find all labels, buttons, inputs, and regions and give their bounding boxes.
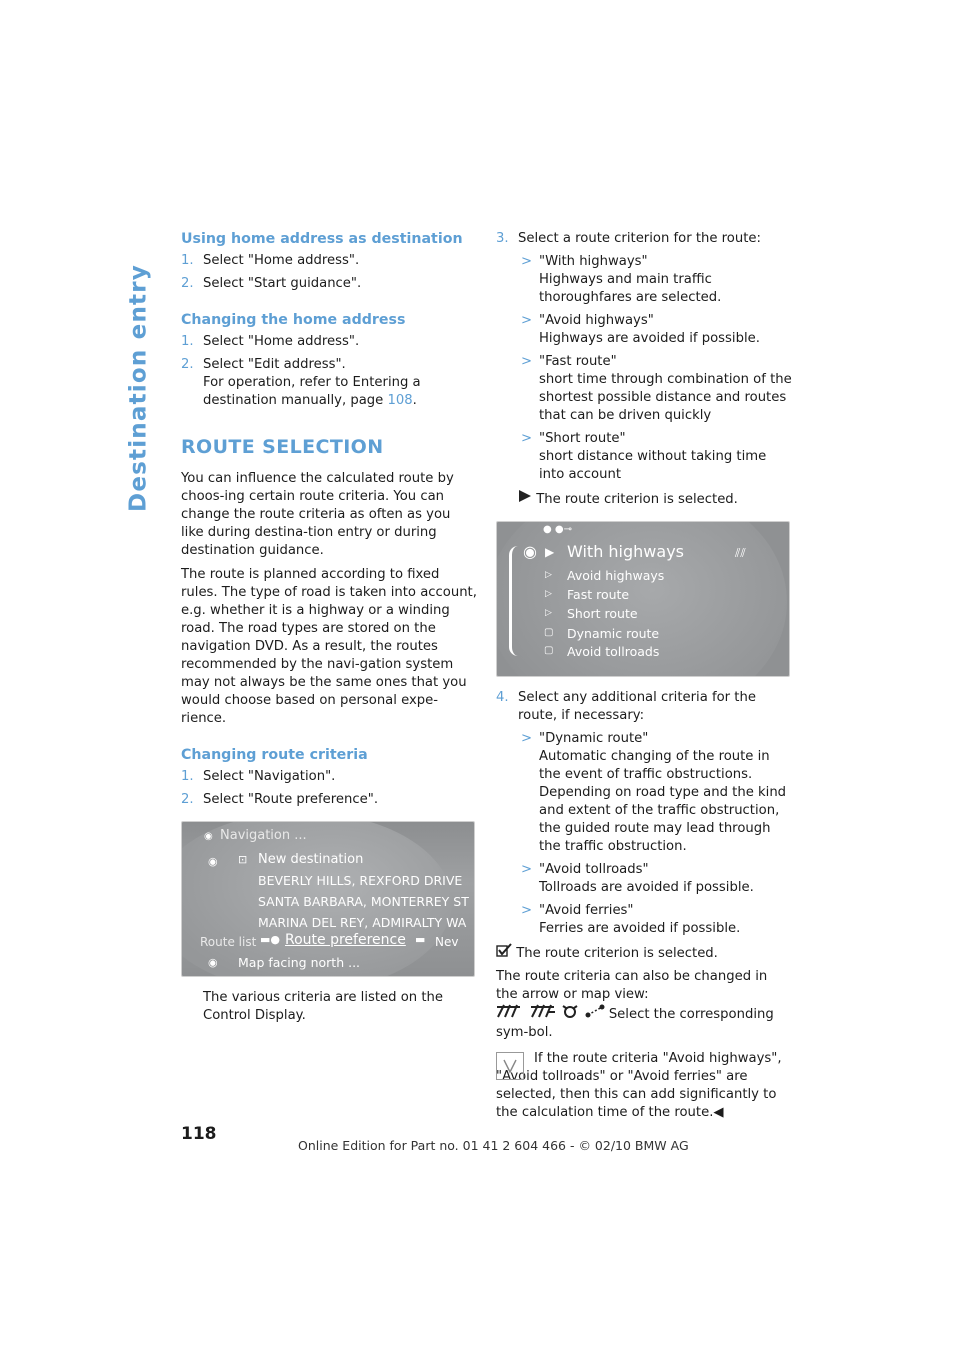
heading-home-destination: Using home address as destination xyxy=(181,231,463,247)
checkbox-icon: ▢ xyxy=(544,627,554,638)
list-item: 3. Select a route criterion for the route: xyxy=(496,231,761,246)
paragraph: You can influence the calculated route by choos-ing certain route criteria. You can change the route criteria as often as you like during destina-tion entry or during destination guidance. xyxy=(181,471,454,558)
play-icon: ▷ xyxy=(545,589,552,599)
left-column xyxy=(181,230,477,1025)
route-icon xyxy=(585,1004,605,1024)
route-icon: ▬● xyxy=(260,933,280,946)
footer-text: Online Edition for Part no. 01 41 2 604 466 - © 02/10 BMW AG xyxy=(298,1138,689,1153)
paragraph: The route is planned according to fixed rules. The type of road is taken into account, e.g. whether it is a highway or a winding road. The road types are stored on the navigation DVD. As a result, the routes recommended by the navi-gation system may not always be the same ones that you would choose based on personal expe-rience. xyxy=(181,567,477,726)
heading-change-home: Changing the home address xyxy=(181,312,406,328)
note-icon xyxy=(496,1052,524,1080)
heading-change-criteria: Changing route criteria xyxy=(181,747,368,763)
list-item: 1. Select "Home address". xyxy=(181,253,360,268)
paragraph: The route criteria can also be changed in the arrow or map view: xyxy=(496,969,768,1002)
menu-item-map-facing: Map facing north ... xyxy=(238,955,361,970)
list-item: 2. Select "Edit address". For operation, refer to Entering a destination manually, page 108. xyxy=(181,357,421,408)
selected-note: The route criterion is selected. xyxy=(496,489,792,509)
address-item: SANTA BARBARA, MONTERREY ST xyxy=(258,894,469,909)
bullet-item: > "Avoid ferries" Ferries are avoided if possible. xyxy=(521,903,741,936)
list-item: 2. Select "Route preference". xyxy=(181,792,379,807)
highway-icon: ⫽⫽ xyxy=(735,546,746,560)
checkbox-checked-icon xyxy=(496,943,512,963)
scroll-arc xyxy=(509,546,518,656)
bullet-item: > "Avoid highways" Highways are avoided if possible. xyxy=(521,313,760,346)
navigation-menu-image xyxy=(181,821,475,977)
dash-icon: ▬ xyxy=(415,933,426,946)
bullet-item: > "Dynamic route" Automatic changing of the route in the event of traffic obstructions. Depending on road type and the kind and extent of the traffic obstruction, the guided route may lead through the traffic obstruction. xyxy=(521,731,787,854)
menu-item-nev: Nev xyxy=(435,935,459,949)
menu-item-new-destination: New destination xyxy=(258,852,364,867)
circle-icon: ◉ xyxy=(208,956,218,969)
address-item: BEVERLY HILLS, REXFORD DRIVE xyxy=(258,873,463,888)
option-item: Fast route xyxy=(567,587,630,602)
bullet-item: > "With highways" Highways and main traffic thoroughfares are selected. xyxy=(521,254,722,305)
address-item: MARINA DEL REY, ADMIRALTY WA xyxy=(258,915,467,930)
highway-icon xyxy=(496,1004,526,1024)
ferry-icon xyxy=(560,1004,580,1024)
page-number: 118 xyxy=(181,1124,217,1144)
arrow-icon xyxy=(518,489,532,509)
menu-item-route-preference: Route preference xyxy=(285,932,406,948)
tollroad-icon xyxy=(530,1004,556,1024)
circle-icon: ◉ xyxy=(208,855,218,868)
route-criteria-image xyxy=(496,521,790,677)
play-icon: ▶ xyxy=(545,545,555,559)
list-item: 1. Select "Navigation". xyxy=(181,769,336,784)
side-title xyxy=(126,228,152,548)
option-item: Avoid highways xyxy=(567,568,665,583)
bullet-item: > "Fast route" short time through combination of the shortest possible distance and routes that can be driven quickly xyxy=(521,354,792,423)
symbols-line: Select the corresponding sym-bol. xyxy=(496,1004,792,1042)
menu-item-navigation: Navigation ... xyxy=(220,828,307,843)
new-dest-icon: ⊡ xyxy=(238,853,248,866)
page-link[interactable]: 108 xyxy=(387,393,413,408)
dots-icon: ● ●⊸ xyxy=(543,524,573,535)
note-block xyxy=(496,1050,792,1122)
play-icon: ▷ xyxy=(545,570,552,580)
checkbox-icon: ▢ xyxy=(544,645,554,656)
heading-route-selection: ROUTE SELECTION xyxy=(181,436,384,458)
note-text: If the route criteria "Avoid highways", "Avoid tollroads" or "Avoid ferries" are selected, then this can add significantly to the calculation time of the route.◀ xyxy=(496,1051,782,1120)
play-icon: ▷ xyxy=(545,608,552,618)
bullet-item: > "Short route" short distance without taking time into account xyxy=(521,431,767,482)
end-marker-icon: ◀ xyxy=(713,1105,724,1120)
list-item: 1. Select "Home address". xyxy=(181,334,360,349)
list-item: 2. Select "Start guidance". xyxy=(181,276,362,291)
option-item: Dynamic route xyxy=(567,626,660,641)
paragraph: The various criteria are listed on the Control Display. xyxy=(203,990,443,1023)
circle-icon: ◉ xyxy=(204,831,213,842)
list-item: 4. Select any additional criteria for the route, if necessary: xyxy=(496,690,756,723)
menu-item-route-list: Route list xyxy=(200,935,257,949)
side-title-text: Destination entry xyxy=(126,264,152,512)
selected-note: The route criterion is selected. xyxy=(496,943,792,963)
right-column xyxy=(496,230,792,1122)
option-item: Avoid tollroads xyxy=(567,644,660,659)
circle-icon: ◉ xyxy=(523,542,537,561)
bullet-item: > "Avoid tollroads" Tollroads are avoided if possible. xyxy=(521,862,754,895)
option-item: Short route xyxy=(567,606,638,621)
option-with-highways: With highways xyxy=(567,542,684,561)
